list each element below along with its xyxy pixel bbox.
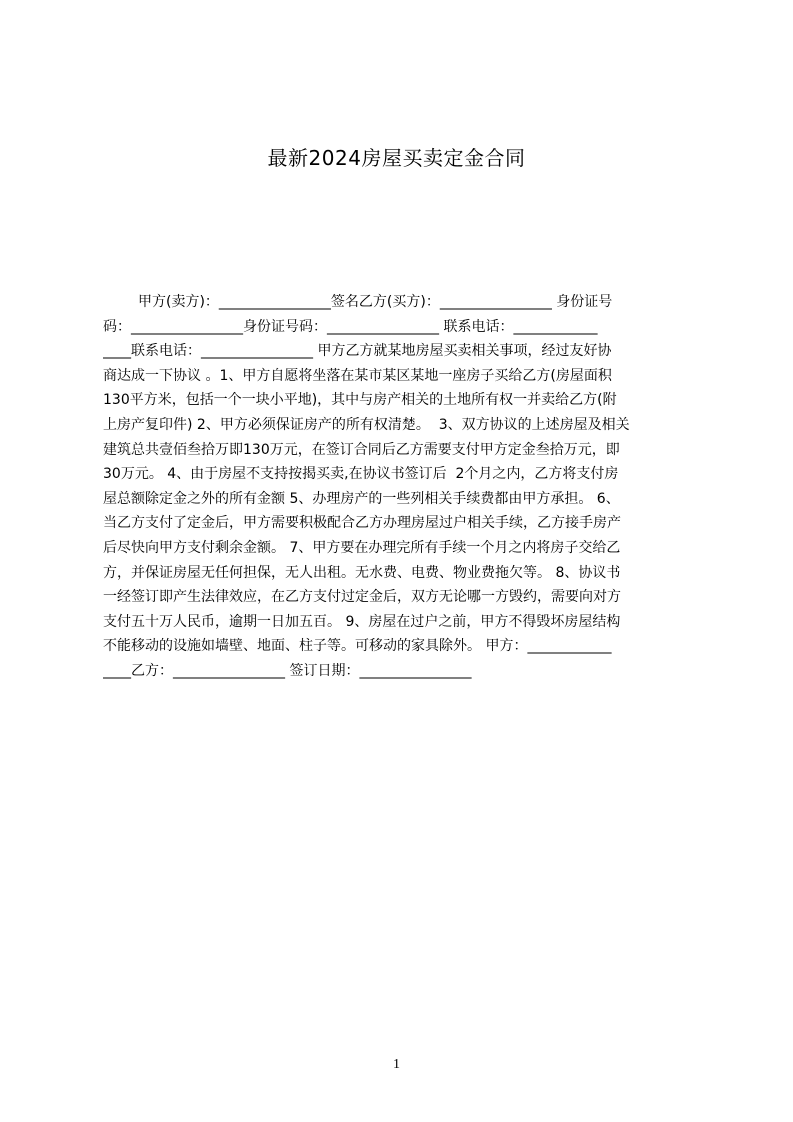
body-line: 商达成一下协议 。1、甲方自愿将坐落在某市某区某地一座房子买给乙方(房屋面积 xyxy=(103,367,612,384)
body-line: 后尽快向甲方支付剩余金额。 7、甲方要在办理完所有手续一个月之内将房子交给乙 xyxy=(103,539,621,556)
body-line: 130平方米，包括一个一块小平地)，其中与房产相关的土地所有权一并卖给乙方(附 xyxy=(103,392,617,409)
body-line: ____乙方：________________ 签订日期：________________ xyxy=(103,662,472,679)
contract-body xyxy=(103,290,699,684)
body-line: 方，并保证房屋无任何担保，无人出租。无水费、电费、物业费拖欠等。 8、协议书 xyxy=(103,564,621,581)
document-title: 最新2024房屋买卖定金合同 xyxy=(267,146,526,170)
body-line: 一经签订即产生法律效应，在乙方支付过定金后，双方无论哪一方毁约，需要向对方 xyxy=(103,589,621,606)
body-line: 甲方(卖方)：________________签名乙方(买方)：________________ 身份证号 xyxy=(138,294,613,310)
body-line: 建筑总共壹佰叁拾万即130万元，在签订合同后乙方需要支付甲方定金叁拾万元，即 xyxy=(103,441,620,458)
body-line: 上房产复印件) 2、甲方必须保证房产的所有权清楚。 3、双方协议的上述房屋及相关 xyxy=(103,416,630,433)
body-line: 码：________________身份证号码：________________ 联系电话：____________ xyxy=(103,318,598,335)
body-line: 不能移动的设施如墙壁、地面、柱子等。可移动的家具除外。 甲方：____________ xyxy=(103,638,612,655)
body-line: 当乙方支付了定金后，甲方需要积极配合乙方办理房屋过户相关手续，乙方接手房产 xyxy=(103,515,621,532)
body-line: 30万元。 4、由于房屋不支持按揭买卖,在协议书签订后 2个月之内，乙方将支付房 xyxy=(103,466,619,483)
body-line: 屋总额除定金之外的所有金额 5、办理房产的一些列相关手续费都由甲方承担。 6、 xyxy=(103,490,620,507)
page-number: 1 xyxy=(393,1057,400,1072)
body-line: 支付五十万人民币，逾期一日加五百。 9、房屋在过户之前，甲方不得毁坏房屋结构 xyxy=(103,613,621,630)
body-line: ____联系电话：________________ 甲方乙方就某地房屋买卖相关事项，经过友好协 xyxy=(103,343,612,360)
